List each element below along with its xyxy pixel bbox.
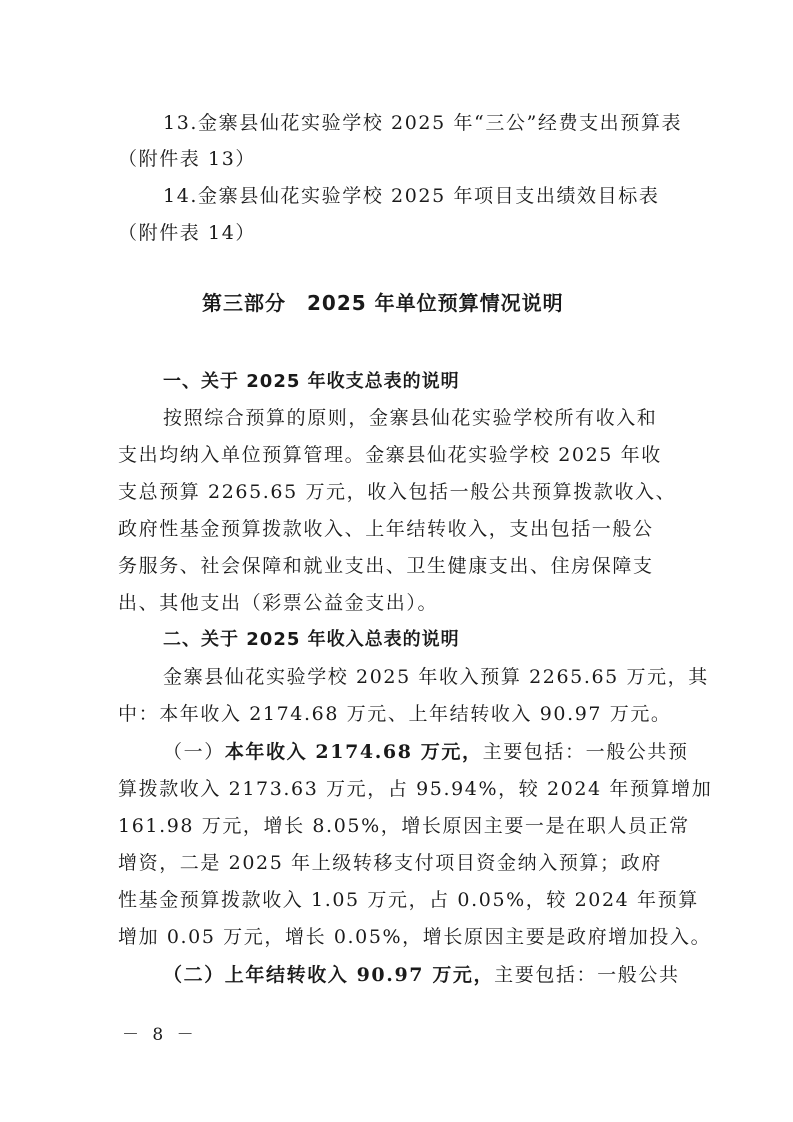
- page-number: － 8 －: [122, 1025, 198, 1045]
- section-one-heading: 一、关于 2025 年收支总表的说明: [163, 371, 460, 392]
- attachment-13-note: （附件表 13）: [118, 148, 257, 170]
- part-three-title: 第三部分 2025 年单位预算情况说明: [202, 291, 564, 315]
- paragraph-line: 支出均纳入单位预算管理。金寨县仙花实验学校 2025 年收: [118, 444, 662, 466]
- paragraph-line: 161.98 万元，增长 8.05%，增长原因主要一是在职人员正常: [118, 815, 690, 837]
- subsection-two-rest: 主要包括：一般公共: [494, 964, 680, 986]
- paragraph-line: 务服务、社会保障和就业支出、卫生健康支出、住房保障支: [118, 555, 654, 577]
- paragraph-line: 增加 0.05 万元，增长 0.05%，增长原因主要是政府增加投入。: [118, 926, 712, 948]
- subsection-one-lead: [163, 739, 689, 765]
- attachment-13-title: 13.金寨县仙花实验学校 2025 年“三公”经费支出预算表: [163, 112, 683, 134]
- subsection-two-lead: [163, 962, 680, 988]
- paragraph-line: 支总预算 2265.65 万元，收入包括一般公共预算拨款收入、: [118, 481, 677, 503]
- attachment-14-note: （附件表 14）: [118, 222, 257, 244]
- paragraph-line: 政府性基金预算拨款收入、上年结转收入，支出包括一般公: [118, 518, 654, 540]
- paragraph-line: 金寨县仙花实验学校 2025 年收入预算 2265.65 万元，其: [163, 666, 709, 688]
- paragraph-line: 增资，二是 2025 年上级转移支付项目资金纳入预算；政府: [118, 852, 662, 874]
- attachment-14-title: 14.金寨县仙花实验学校 2025 年项目支出绩效目标表: [163, 185, 660, 207]
- paragraph-line: 出、其他支出（彩票公益金支出）。: [118, 592, 439, 614]
- subsection-one-bold: 本年收入 2174.68 万元，: [224, 741, 483, 763]
- paragraph-line: 按照综合预算的原则，金寨县仙花实验学校所有收入和: [163, 407, 658, 429]
- subsection-one-number: （一）: [163, 741, 225, 763]
- section-two-heading: 二、关于 2025 年收入总表的说明: [163, 629, 460, 650]
- paragraph-line: 算拨款收入 2173.63 万元，占 95.94%，较 2024 年预算增加: [118, 778, 713, 800]
- paragraph-line: 性基金预算拨款收入 1.05 万元，占 0.05%，较 2024 年预算: [118, 889, 699, 911]
- subsection-one-rest: 主要包括：一般公共预: [482, 741, 689, 763]
- subsection-two-bold: （二）上年结转收入 90.97 万元，: [163, 964, 495, 986]
- paragraph-line: 中：本年收入 2174.68 万元、上年结转收入 90.97 万元。: [118, 703, 672, 725]
